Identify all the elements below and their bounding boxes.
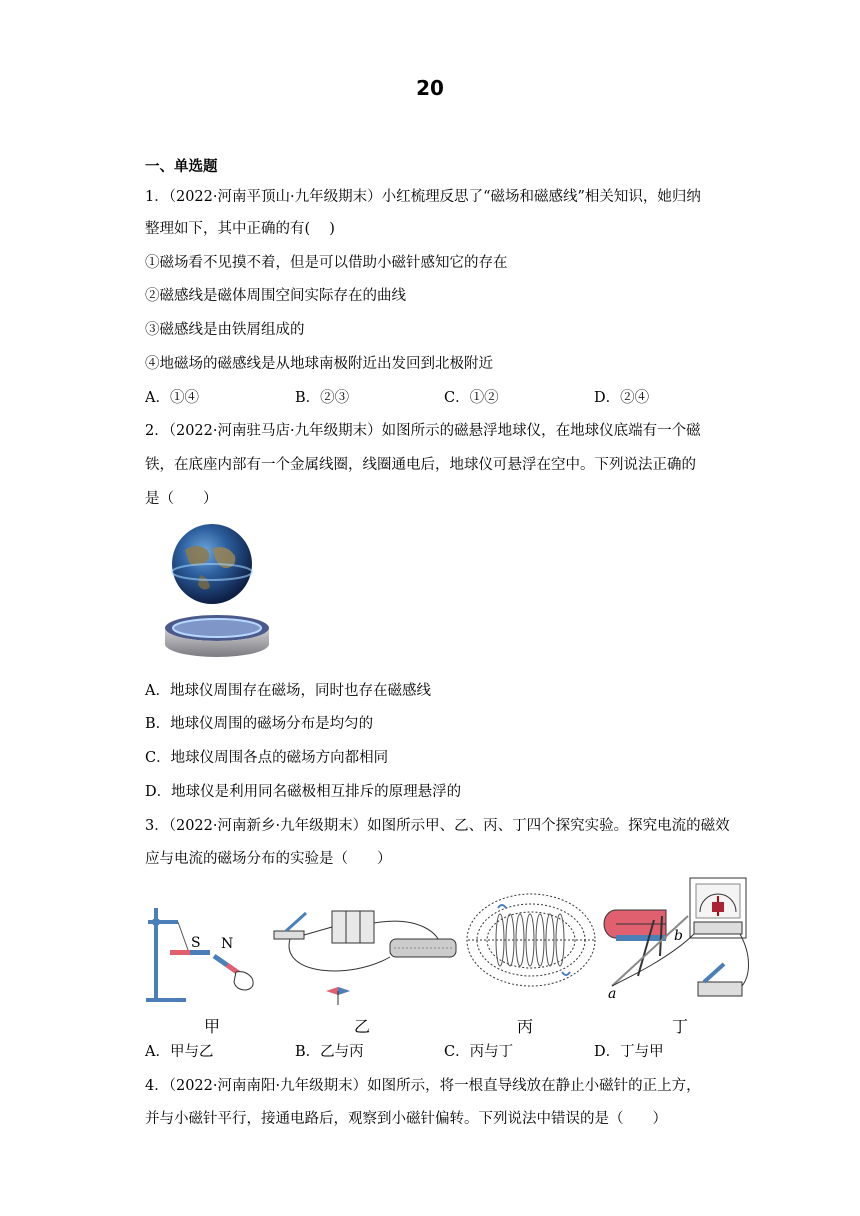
needle-n-label: N: [221, 936, 234, 952]
q3-stem-line1: 3．（2022·河南新乡·九年级期末）如图所示甲、乙、丙、丁四个探究实验。探究电流的磁效: [145, 818, 730, 834]
experiment-bing-figure: [464, 888, 599, 1000]
experiment-yi-figure: [270, 895, 465, 1010]
q2-stem-line1: 2．（2022·河南驻马店·九年级期末）如图所示的磁悬浮地球仪，在地球仪底端有一个磁: [145, 423, 701, 439]
q3-option-c: C．丙与丁: [444, 1044, 514, 1060]
q1-option-a: A．①④: [145, 390, 199, 406]
q2-option-a: A．地球仪周围存在磁场，同时也存在磁感线: [145, 683, 431, 699]
q2-option-d: D．地球仪是利用同名磁极相互排斥的原理悬浮的: [145, 784, 462, 800]
q2-option-b: B．地球仪周围的磁场分布是均匀的: [145, 716, 374, 732]
q2-stem-line3: 是（ ）: [145, 491, 218, 507]
magnet-s-label: S: [191, 935, 201, 951]
caption-bing: 丙: [517, 1017, 534, 1036]
experiment-jia-figure: [140, 900, 265, 1010]
q1-statement-3: ③磁感线是由铁屑组成的: [145, 322, 305, 338]
caption-jia: 甲: [204, 1017, 221, 1036]
q4-stem-line2: 并与小磁针平行，接通电路后，观察到小磁针偏转。下列说法中错误的是（ ）: [145, 1111, 667, 1127]
section-title: 一、单选题: [145, 158, 218, 175]
label-b: b: [674, 928, 683, 944]
q1-statement-2: ②磁感线是磁体周围空间实际存在的曲线: [145, 288, 406, 304]
q1-stem-line2: 整理如下，其中正确的有( ): [145, 221, 335, 237]
q2-stem-line2: 铁，在底座内部有一个金属线圈，线圈通电后，地球仪可悬浮在空中。下列说法正确的: [145, 457, 696, 473]
page-number: 20: [416, 76, 444, 100]
label-a: a: [608, 986, 617, 1002]
experiment-ding-figure: [602, 876, 750, 1006]
caption-yi: 乙: [354, 1017, 371, 1036]
q4-stem-line1: 4．（2022·河南南阳·九年级期末）如图所示，将一根直导线放在静止小磁针的正上方，: [145, 1078, 701, 1094]
q1-stem-line1: 1．（2022·河南平顶山·九年级期末）小红梳理反思了“磁场和磁感线”相关知识，她归纳: [145, 189, 701, 205]
q1-option-b: B．②③: [295, 390, 350, 406]
q1-statement-1: ①磁场看不见摸不着，但是可以借助小磁针感知它的存在: [145, 255, 508, 271]
q1-option-c: C．①②: [444, 390, 499, 406]
q1-statement-4: ④地磁场的磁感线是从地球南极附近出发回到北极附近: [145, 356, 493, 372]
q3-option-a: A．甲与乙: [145, 1044, 214, 1060]
q3-option-b: B．乙与丙: [295, 1044, 364, 1060]
caption-ding: 丁: [672, 1017, 689, 1036]
q3-stem-line2: 应与电流的磁场分布的实验是（ ）: [145, 851, 392, 867]
q2-option-c: C．地球仪周围各点的磁场方向都相同: [145, 750, 389, 766]
q3-option-d: D．丁与甲: [594, 1044, 664, 1060]
levitating-globe-figure: [155, 520, 275, 665]
q1-option-d: D．②④: [594, 390, 650, 406]
